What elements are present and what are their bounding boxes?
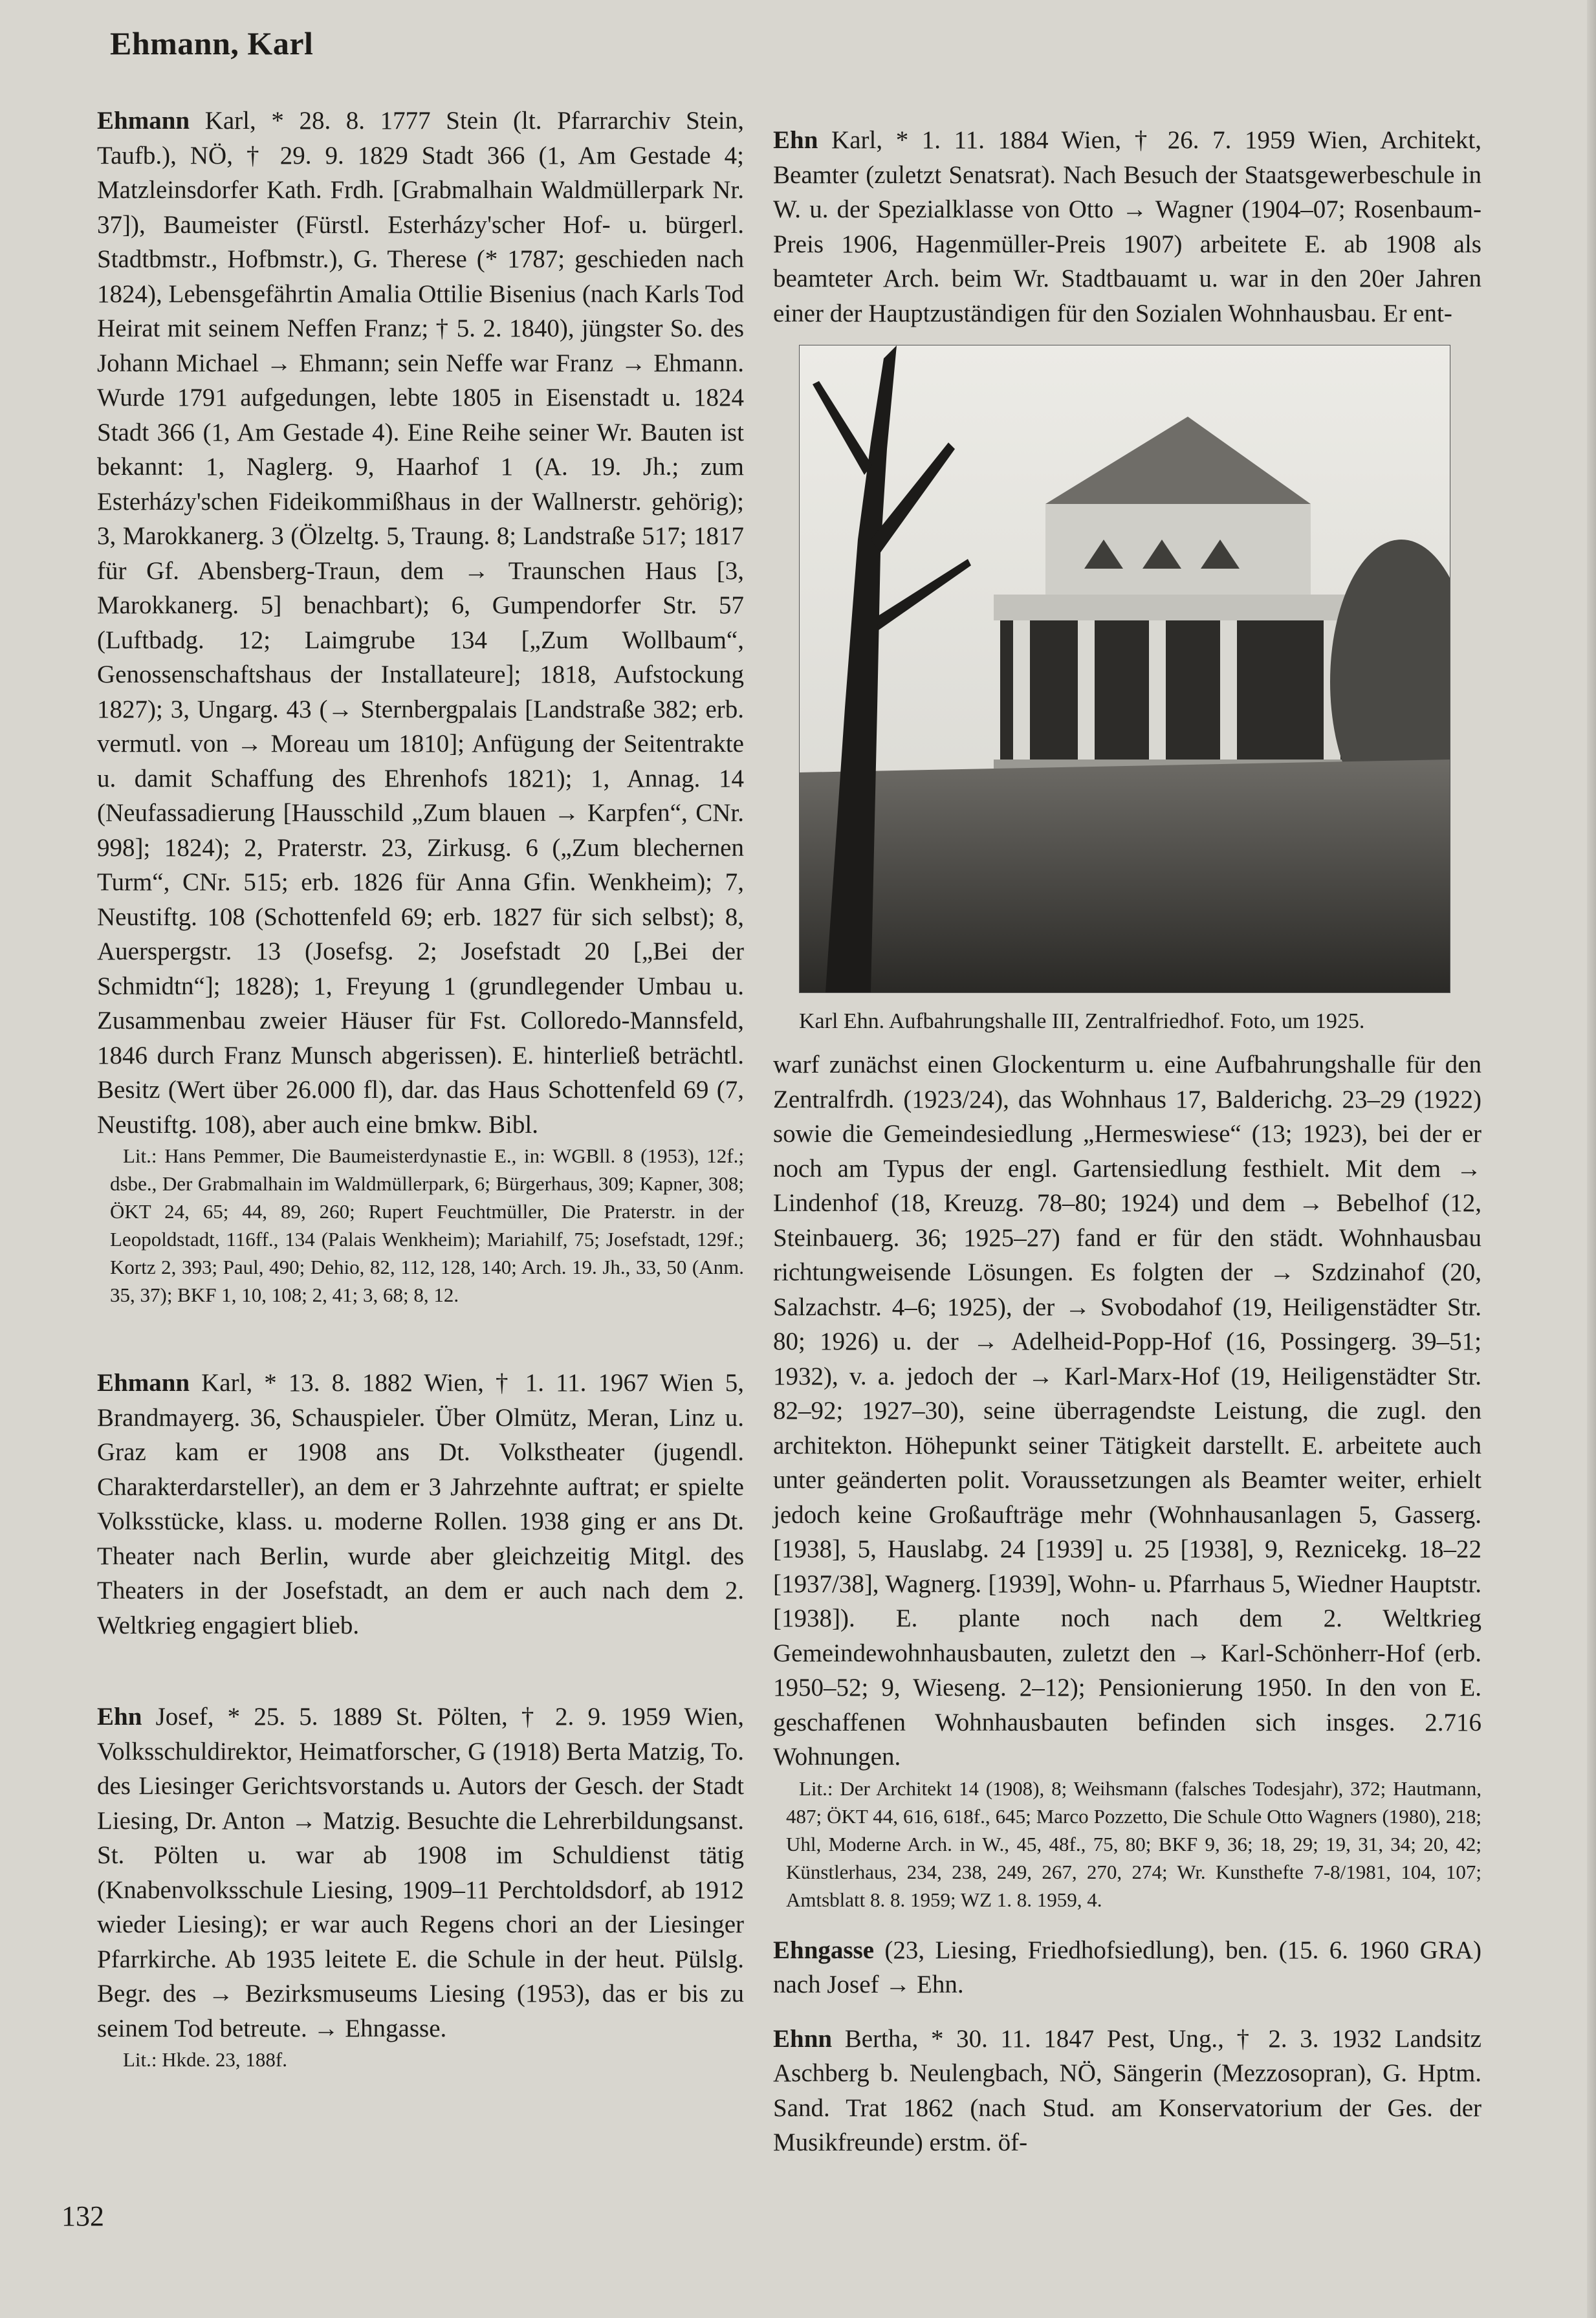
entry-ehn-josef <box>97 1700 744 2073</box>
entry-ehngasse <box>773 1933 1481 2002</box>
figure <box>799 345 1449 1036</box>
headword: Ehnn <box>773 2024 833 2053</box>
entry-ehmann-karl-1882 <box>97 1366 744 1643</box>
headword: Ehn <box>773 126 818 154</box>
photo-illustration <box>800 345 1450 992</box>
entry-ehmann-karl-1777 <box>97 104 744 1309</box>
headword: Ehn <box>97 1703 142 1731</box>
entry-text: Karl, * 13. 8. 1882 Wien, † 1. 11. 1967 Wien 5, Brandmayerg. 36, Schauspieler. Über Olmütz, Meran, Linz u. Graz kam er 1908 ans Dt. Volkstheater (jugendl. Charakterdarsteller), an dem er 3 Jahrzehnte auftrat; er spielte Volksstücke, klass. u. moderne Rollen. 1938 ging er ans Dt. Theater nach Berlin, wurde aber gleichzeitig Mitgl. des Theaters in der Josefstadt, an dem er auch nach dem 2. Weltkrieg engagiert blieb. <box>97 1369 745 1639</box>
entry-text: warf zunächst einen Glockenturm u. eine Aufbahrungshalle für den Zentralfrdh. (1923/24), das Wohnhaus 17, Balderichg. 23–29 (1922) sowie die Gemeindesiedlung „Hermeswiese“ (13; 1923), bei der er noch am Typus der engl. Gartensiedlung festhielt. Mit dem → Lindenhof (18, Kreuzg. 78–80; 1924) und dem → Bebelhof (12, Steinbauerg. 36; 1925–27) fand er für den städt. Wohnhausbau richtungweisende Lösungen. Es folgten der → Szdzinahof (20, Salzachstr. 4–6; 1925), der → Svobodahof (19, Heiligenstädter Str. 80; 1926) u. der → Adelheid-Popp-Hof (16, Possingerg. 39–51; 1932), v. a. jedoch der → Karl-Marx-Hof (19, Heiligenstädter Str. 82–92; 1927–30), seine überragendste Leistung, die zugl. den architekton. Höhepunkt seiner Tätigkeit darstellt. E. arbeitete auch unter geänderten polit. Voraussetzungen als Beamter weiter, erhielt jedoch keine Großaufträge mehr (Wohnhausanlagen 5, Gasserg. [1938], 5, Hauslabg. 24 [1939] u. 25 [1938], 9, Reznicekg. 18–22 [1937/38], Wagnerg. [1939], Wohn- u. Pfarrhaus 5, Wiedner Hauptstr. [1938]). E. plante noch nach dem 2. Weltkrieg Gemeindewohnhausbauten, zuletzt den → Karl-Schönherr-Hof (erb. 1950–52; 9, Wieseng. 2–12); Pensionierung 1950. In den von E. geschaffenen Wohnhausbauten befinden sich insges. 2.716 Wohnungen. <box>773 1051 1481 1771</box>
entry-ehnn-bertha <box>773 2022 1481 2160</box>
photo-aufbahrungshalle <box>799 345 1450 993</box>
spacer <box>97 1662 744 1700</box>
page-number: 132 <box>61 2200 104 2232</box>
headword: Ehmann <box>97 107 190 135</box>
entry-text: Karl, * 1. 11. 1884 Wien, † 26. 7. 1959 Wien, Architekt, Beamter (zuletzt Senatsrat). Nach Besuch der Staatsgewerbeschule in W. u. der Spezialklasse von Otto → Wagner (1904–07; Rosenbaum-Preis 1906, Hagenmüller-Preis 1907) arbeitete E. ab 1908 als beamteter Arch. beim Wr. Stadtbauamt u. war in den 20er Jahren einer der Hauptzuständigen für den Sozialen Wohnhausbau. Er ent- <box>773 126 1482 327</box>
entry-text: (23, Liesing, Friedhofsiedlung), ben. (15. 6. 1960 GRA) nach Josef → Ehn. <box>773 1936 1481 1998</box>
entry-text: Josef, * 25. 5. 1889 St. Pölten, † 2. 9. 1959 Wien, Volksschuldirektor, Heimatforscher, G (1918) Berta Matzig, To. des Liesinger Gerichtsvorstands u. Autors der Gesch. der Stadt Liesing, Dr. Anton → Matzig. Besuchte die Lehrerbildungsanst. St. Pölten u. war ab 1908 im Schuldienst tätig (Knabenvolksschule Liesing, 1909–11 Perchtoldsdorf, ab 1912 wieder Liesing); er war auch Regens chori an der Liesinger Pfarrkirche. Ab 1935 leitete E. die Schule in der heut. Pülslg. Begr. des → Bezirksmuseums Liesing (1953), das er bis zu seinem Tod betreute. → Ehngasse. <box>97 1703 745 2042</box>
entry-ehn-karl <box>773 123 1481 331</box>
page-edge <box>1587 0 1596 2318</box>
headword: Ehngasse <box>773 1936 875 1964</box>
running-head: Ehmann, Karl <box>110 25 314 61</box>
entry-text: Karl, * 28. 8. 1777 Stein (lt. Pfarrarchiv Stein, Taufb.), NÖ, † 29. 9. 1829 Stadt 366 (1, Am Gestade 4; Matzleinsdorfer Kath. Frdh. [Grabmalhain Waldmüllerpark Nr. 37]), Baumeister (Fürstl. Esterházy'scher Hof- u. bürgerl. Stadtbmstr., Hofbmstr.), G. Therese (* 1787; geschieden nach 1824), Lebensgefährtin Amalia Ottilie Bisenius (nach Karls Tod Heirat mit seinem Neffen Franz; † 5. 2. 1840), jüngster So. des Johann Michael → Ehmann; sein Neffe war Franz → Ehmann. Wurde 1791 aufgedungen, lebte 1805 in Eisenstadt u. 1824 Stadt 366 (1, Am Gestade 4). Eine Reihe seiner Wr. Bauten ist bekannt: 1, Naglerg. 9, Haarhof 1 (A. 19. Jh.; zum Esterházy'schen Fideikommißhaus in der Wallnerstr. gehörig); 3, Marokkanerg. 3 (Ölzeltg. 5, Traung. 8; Landstraße 517; 1817 für Gf. Abensberg-Traun, dem → Traunschen Haus [3, Marokkanerg. 5] benachbart); 6, Gumpendorfer Str. 57 (Luftbadg. 12; Laimgrube 134 [„Zum Wollbaum“, Genossenschaftshaus der Installateure]; 1818, Aufstockung 1827); 3, Ungarg. 43 (→ Sternbergpalais [Landstraße 382; erb. vermutl. von → Moreau um 1810]; Anfügung der Seitentrakte u. damit Schaffung des Ehrenhofs 1821); 1, Annag. 14 (Neufassadierung [Hausschild „Zum blauen → Karpfen“, CNr. 998]; 1824); 2, Praterstr. 23, Zirkusg. 6 („Zum blechernen Turm“, CNr. 515; erb. 1826 für Anna Gfin. Wenkheim); 7, Neustiftg. 108 (Schottenfeld 69; erb. 1827 für sich selbst); 8, Auerspergstr. 13 (Josefsg. 2; Josefstadt 20 [„Bei der Schmidtn“]; 1828); 1, Freyung 1 (grundlegender Umbau u. Zusammenbau zweier Häuser für Fst. Colloredo-Mannsfeld, 1846 durch Franz Munsch abgerissen). E. hinterließ beträchtl. Besitz (Wert über 26.000 fl), dar. das Haus Schottenfeld 69 (7, Neustiftg. 108), aber auch eine bmkw. Bibl. <box>97 107 745 1139</box>
right-column <box>773 123 1481 2180</box>
literature: Lit.: Der Architekt 14 (1908), 8; Weihsmann (falsches Todesjahr), 372; Hautmann, 487; ÖKT 44, 616, 618f., 645; Marco Pozzetto, Die Schule Otto Wagners (1980), 218; Uhl, Moderne Arch. in W., 45, 48f., 75, 80; BKF 9, 36; 18, 29; 19, 31, 34; 20, 42; Künstlerhaus, 234, 238, 249, 267, 270, 274; Wr. Kunsthefte 7-8/1981, 104, 107; Amtsblatt 8. 8. 1959; WZ 1. 8. 1959, 4. <box>786 1777 1481 1911</box>
entry-ehn-karl-continued <box>773 1047 1481 1914</box>
literature: Lit.: Hans Pemmer, Die Baumeisterdynastie E., in: WGBll. 8 (1953), 12f.; dsbe., Der Grabmalhain im Waldmüllerpark, 6; Bürgerhaus, 309; Kapner, 308; ÖKT 24, 65; 44, 89, 260; Rupert Feuchtmüller, Die Praterstr. in der Leopoldstadt, 116ff., 134 (Palais Wenkheim); Mariahilf, 75; Josefstadt, 129f.; Kortz 2, 393; Paul, 490; Dehio, 82, 112, 128, 140; Arch. 19. Jh., 33, 50 (Anm. 35, 37); BKF 1, 10, 108; 2, 41; 3, 68; 8, 12. <box>110 1144 744 1306</box>
entry-text: Bertha, * 30. 11. 1847 Pest, Ung., † 2. 3. 1932 Landsitz Aschberg b. Neulengbach, NÖ, Sängerin (Mezzosopran), G. Hptm. Sand. Trat 1862 (nach Stud. am Konservatorium der Ges. der Musikfreunde) erstm. öf- <box>773 2024 1481 2156</box>
figure-caption: Karl Ehn. Aufbahrungshalle III, Zentralfriedhof. Foto, um 1925. <box>799 1009 1365 1033</box>
literature: Lit.: Hkde. 23, 188f. <box>123 2048 287 2071</box>
left-column <box>97 104 744 2093</box>
headword: Ehmann <box>97 1369 190 1397</box>
spacer <box>97 1328 744 1366</box>
